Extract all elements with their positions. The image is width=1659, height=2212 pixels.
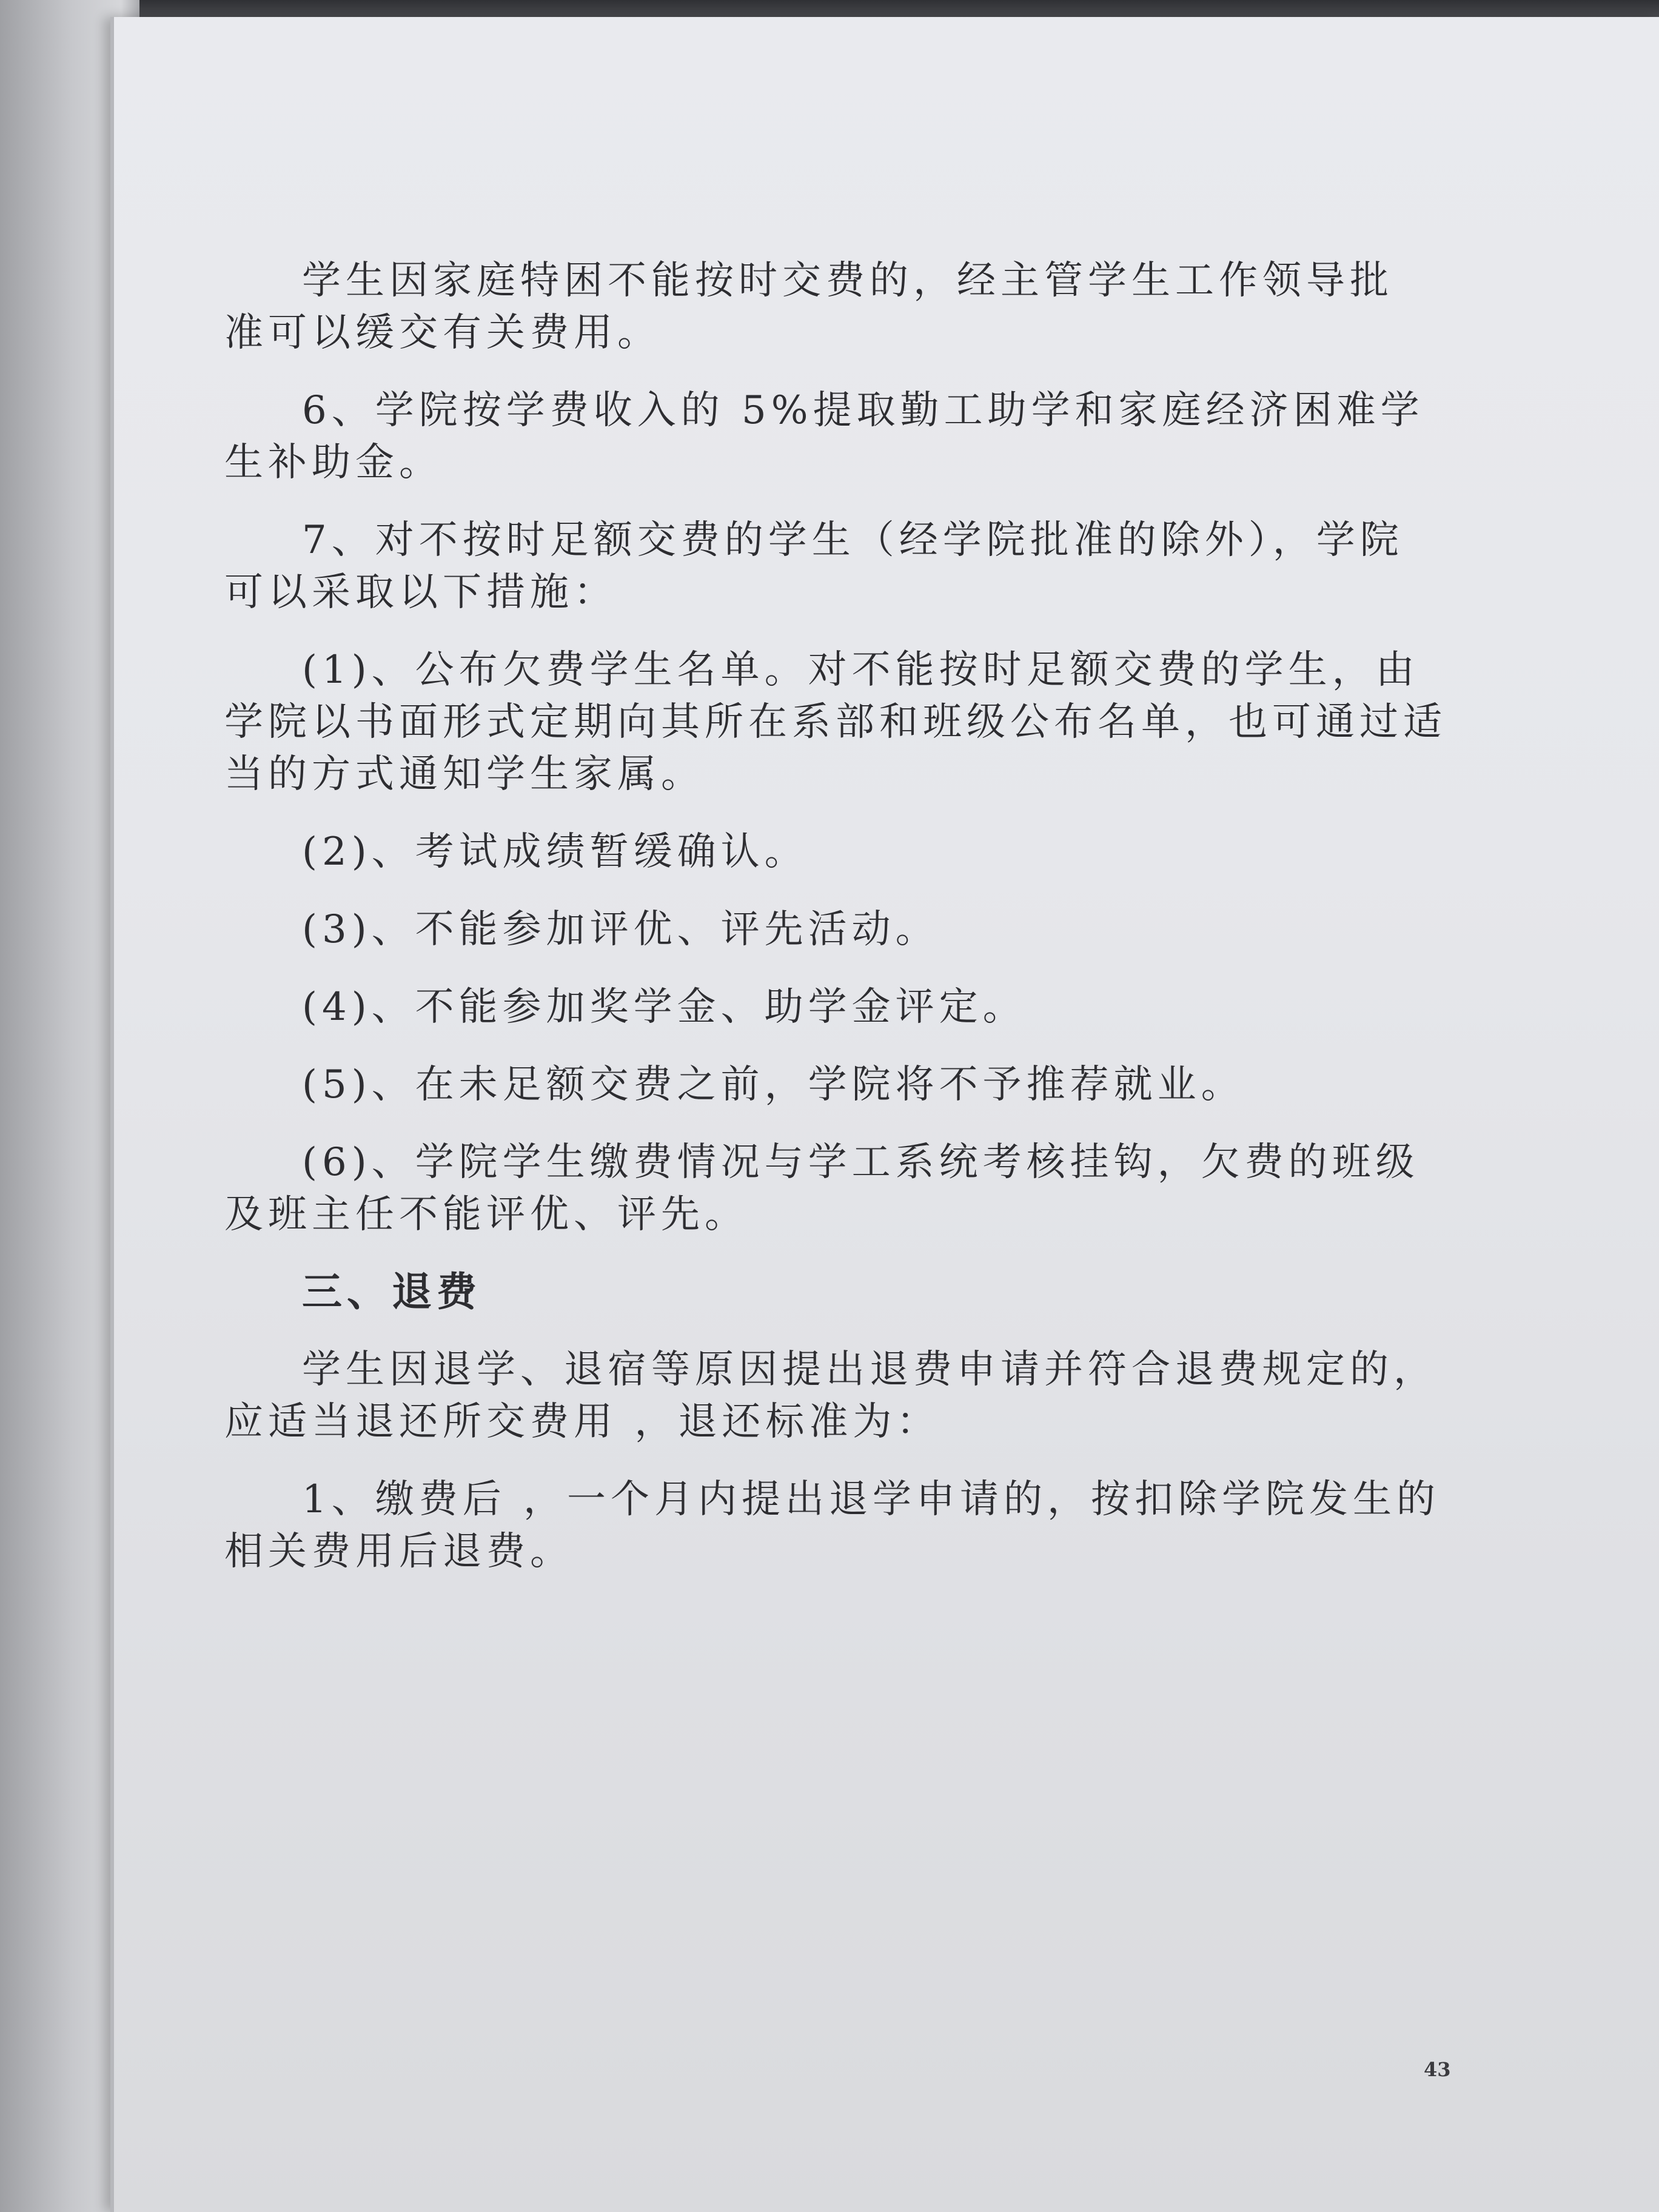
list-item: (3)、不能参加评优、评先活动。 (302, 907, 939, 952)
paragraph-line: 学生因家庭特困不能按时交费的，经主管学生工作领导批 (302, 258, 1393, 303)
paragraph-line: 1、缴费后 ，一个月内提出退学申请的，按扣除学院发生的 (302, 1477, 1441, 1522)
section-heading: 三、退费 (302, 1269, 481, 1315)
list-item: (6)、学院学生缴费情况与学工系统考核挂钩，欠费的班级 (302, 1140, 1419, 1185)
paragraph-line: (1)、公布欠费学生名单。对不能按时足额交费的学生，由 (302, 648, 1419, 692)
list-item: (4)、不能参加奖学金、助学金评定。 (302, 985, 1027, 1030)
paragraph-line: 学生因退学、退宿等原因提出退费申请并符合退费规定的， (302, 1347, 1437, 1392)
paragraph-line: 7、对不按时足额交费的学生（经学院批准的除外），学院 (302, 518, 1404, 563)
paragraph-line: 学院以书面形式定期向其所在系部和班级公布名单，也可通过适 (224, 700, 1447, 745)
paragraph-line: 当的方式通知学生家属。 (224, 752, 705, 797)
document-body (224, 255, 1447, 1578)
page-edge (110, 17, 114, 2212)
page-number: 43 (1424, 2058, 1451, 2081)
paragraph-line: 6、学院按学费收入的 5%提取勤工助学和家庭经济困难学 (302, 388, 1424, 433)
paragraph-line: 应适当退还所交费用 ，退还标准为： (224, 1399, 940, 1444)
list-item: 及班主任不能评优、评先。 (224, 1192, 748, 1237)
paragraph-line: 准可以缓交有关费用。 (224, 310, 661, 355)
paragraph-line: 相关费用后退费。 (224, 1529, 574, 1574)
paragraph-line: 可以采取以下措施： (224, 570, 617, 615)
list-item: (5)、在未足额交费之前，学院将不予推荐就业。 (302, 1062, 1245, 1107)
list-item: (2)、考试成绩暂缓确认。 (302, 830, 808, 874)
paragraph-line: 生补助金。 (224, 440, 443, 485)
